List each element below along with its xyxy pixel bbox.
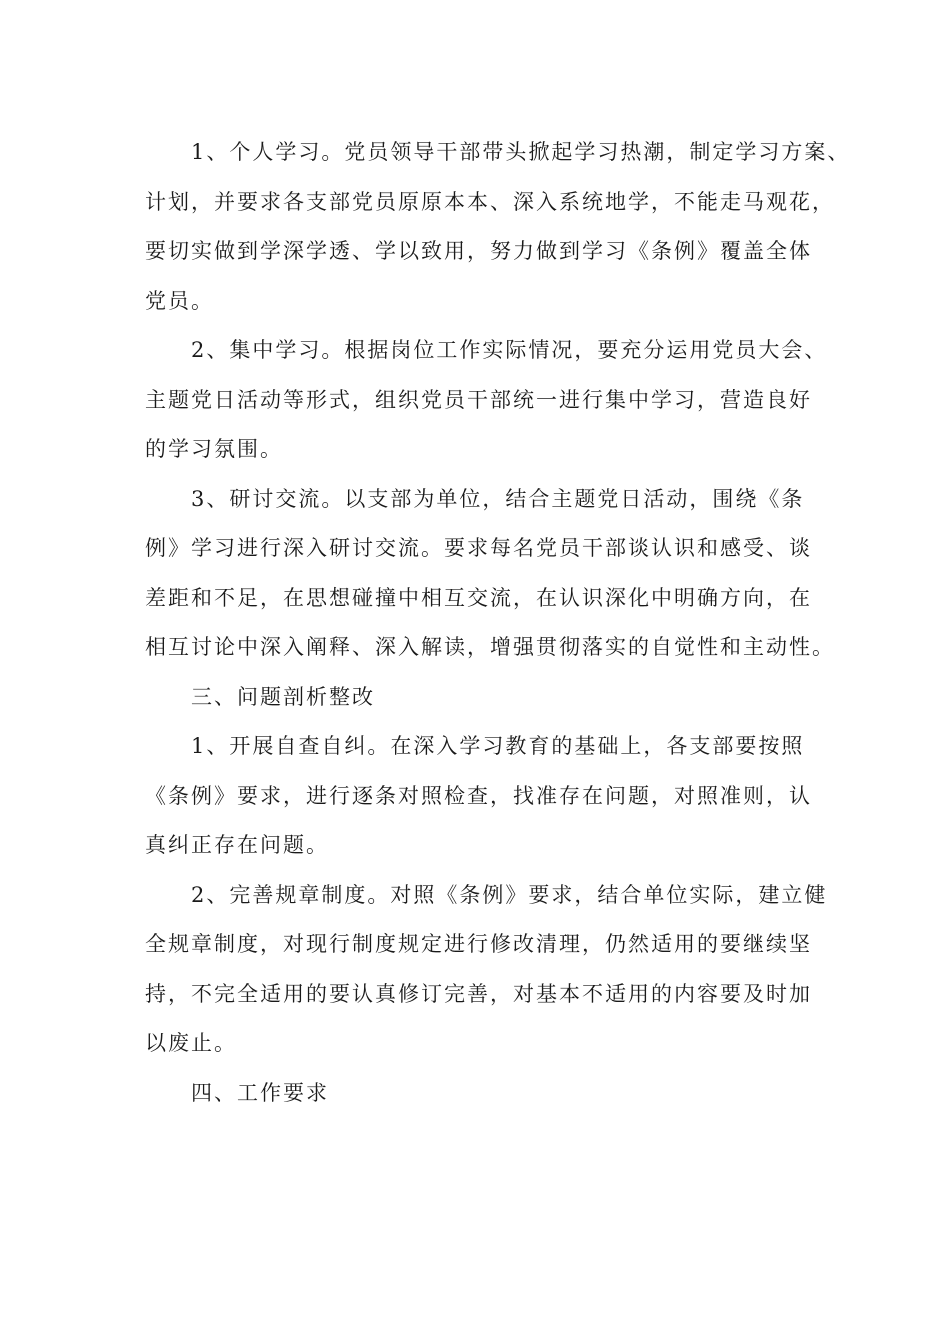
text-line: 1、个人学习。党员领导干部带头掀起学习热潮，制定学习方案、	[191, 140, 851, 164]
text-line: 全规章制度，对现行制度规定进行修改清理，仍然适用的要继续坚	[145, 932, 812, 956]
text-line: 持，不完全适用的要认真修订完善，对基本不适用的内容要及时加	[145, 981, 812, 1006]
text-line: 党员。	[145, 288, 214, 313]
text-line: 的学习氛围。	[145, 437, 283, 461]
document-body	[145, 128, 851, 1118]
text-line: 主题党日活动等形式，组织党员干部统一进行集中学习，营造良好	[145, 387, 812, 412]
text-line: 以废止。	[145, 1031, 237, 1055]
text-line: 计划，并要求各支部党员原原本本、深入系统地学，不能走马观花，	[145, 189, 835, 214]
paragraph-personal-study	[145, 128, 851, 326]
section-heading: 三、问题剖析整改	[191, 684, 375, 709]
section-heading-work-requirements	[145, 1069, 807, 1119]
text-line: 差距和不足，在思想碰撞中相互交流，在认识深化中明确方向，在	[145, 585, 812, 610]
text-line: 2、集中学习。根据岗位工作实际情况，要充分运用党员大会、	[191, 338, 828, 362]
paragraph-group-study	[145, 326, 828, 475]
text-line: 3、研讨交流。以支部为单位，结合主题党日活动，围绕《条	[191, 486, 805, 511]
paragraph-improve-rules	[145, 871, 828, 1069]
section-heading: 四、工作要求	[191, 1080, 329, 1105]
section-heading-problem-analysis	[145, 673, 807, 723]
paragraph-discussion	[145, 475, 835, 673]
text-line: 例》学习进行深入研讨交流。要求每名党员干部谈认识和感受、谈	[145, 536, 812, 560]
text-line: 1、开展自查自纠。在深入学习教育的基础上，各支部要按照	[191, 734, 805, 758]
paragraph-self-inspection	[145, 722, 812, 871]
text-line: 相互讨论中深入阐释、深入解读，增强贯彻落实的自觉性和主动性。	[145, 635, 835, 659]
text-line: 《条例》要求，进行逐条对照检查，找准存在问题，对照准则，认	[145, 783, 812, 808]
text-line: 要切实做到学深学透、学以致用，努力做到学习《条例》覆盖全体	[145, 239, 812, 263]
text-line: 2、完善规章制度。对照《条例》要求，结合单位实际，建立健	[191, 882, 828, 907]
text-line: 真纠正存在问题。	[145, 833, 329, 857]
